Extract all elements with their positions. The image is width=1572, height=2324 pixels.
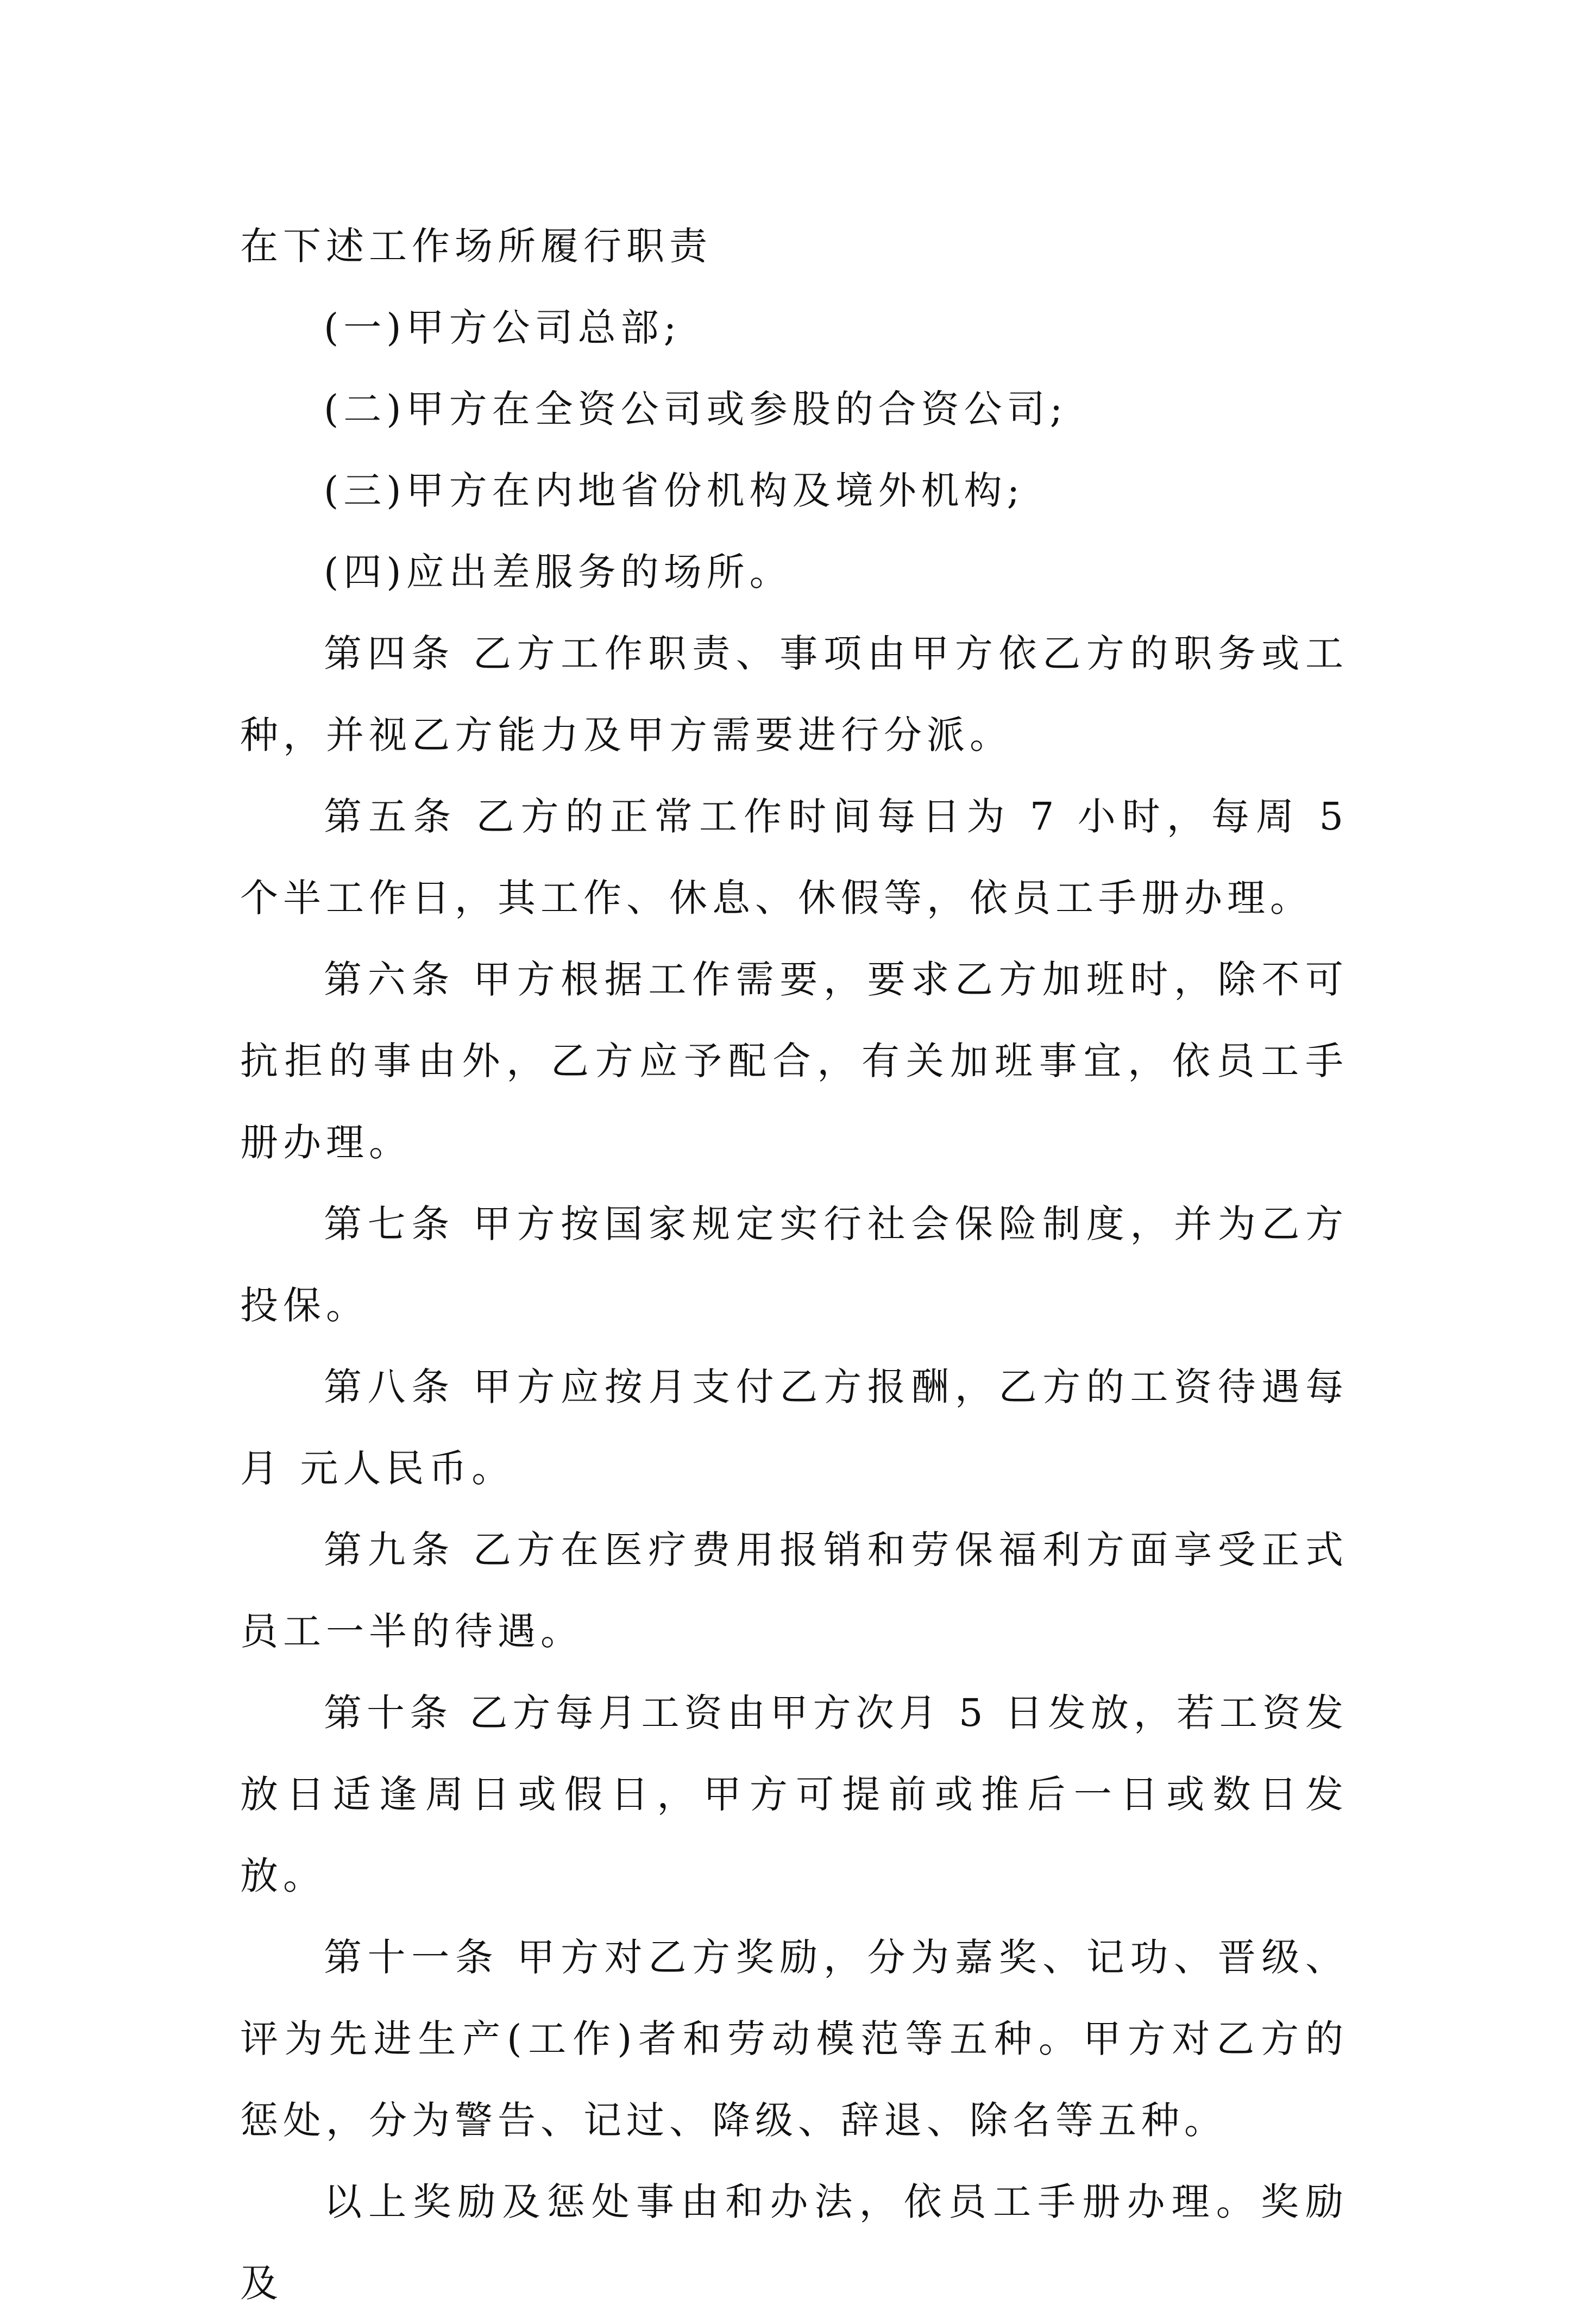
paragraph-article-6: 第六条 甲方根据工作需要，要求乙方加班时，除不可抗拒的事由外，乙方应予配合，有关加班事宜，依员工手册办理。 xyxy=(240,957,1348,1165)
paragraph-article-4: 第四条 乙方工作职责、事项由甲方依乙方的职务或工种，并视乙方能力及甲方需要进行分派。 xyxy=(240,631,1348,757)
paragraph-article-8: 第八条 甲方应按月支付乙方报酬，乙方的工资待遇每月 元人民币。 xyxy=(240,1365,1348,1491)
paragraph-location-2: (二)甲方在全资公司或参股的合资公司; xyxy=(324,387,1068,431)
paragraph-rewards-penalties: 以上奖励及惩处事由和办法，依员工手册办理。奖励及 xyxy=(240,2179,1348,2306)
paragraph-article-10: 第十条 乙方每月工资由甲方次月 5 日发放，若工资发放日适逢周日或假日，甲方可提前或推后一日或数日发放。 xyxy=(240,1691,1348,1898)
paragraph-article-5: 第五条 乙方的正常工作时间每日为 7 小时，每周 5 个半工作日，其工作、休息、休假等，依员工手册办理。 xyxy=(240,794,1348,920)
paragraph-article-7: 第七条 甲方按国家规定实行社会保险制度，并为乙方投保。 xyxy=(240,1202,1348,1328)
paragraph-article-11: 第十一条 甲方对乙方奖励，分为嘉奖、记功、晋级、评为先进生产(工作)者和劳动模范等五种。甲方对乙方的惩处，分为警告、记过、降级、辞退、除名等五种。 xyxy=(240,1935,1348,2143)
paragraph-work-locations-intro: 在下述工作场所履行职责 xyxy=(240,224,712,268)
document-body xyxy=(240,205,1348,2324)
paragraph-location-3: (三)甲方在内地省份机构及境外机构; xyxy=(324,468,1025,513)
paragraph-article-9: 第九条 乙方在医疗费用报销和劳保福利方面享受正式员工一半的待遇。 xyxy=(240,1528,1348,1654)
paragraph-location-1: (一)甲方公司总部; xyxy=(324,305,682,350)
paragraph-location-4: (四)应出差服务的场所。 xyxy=(324,550,793,594)
